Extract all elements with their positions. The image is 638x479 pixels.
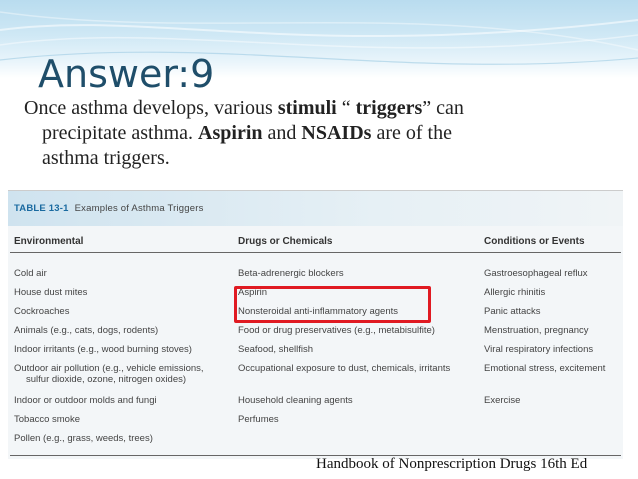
aspirin-nsaids-highlight-box [234,286,431,323]
table-cell: Food or drug preservatives (e.g., metabisulfite) [238,325,435,336]
source-citation: Handbook of Nonprescription Drugs 16th Ed [316,456,588,472]
table-cell: Exercise [484,395,521,406]
table-cell: Indoor or outdoor molds and fungi [14,395,157,406]
table-cell: Panic attacks [484,306,541,317]
table-caption [14,203,204,214]
table-cell: sulfur dioxide, ozone, nitrogen oxides) [26,374,187,385]
answer-line-2: precipitate asthma. Aspirin and NSAIDs are of the [42,122,452,144]
answer-text [24,96,624,171]
table-cell: Outdoor air pollution (e.g., vehicle emissions, [14,363,204,374]
table-cell: Tobacco smoke [14,414,81,425]
table-cell: Menstruation, pregnancy [484,325,589,336]
table-cell: Animals (e.g., cats, dogs, rodents) [14,325,159,336]
table-cell-nsaids: Nonsteroidal anti-inflammatory agents [238,306,398,317]
table-cell: Emotional stress, excitement [484,363,606,374]
table-cell: House dust mites [14,287,88,298]
answer-line-3: asthma triggers. [42,147,170,169]
table-cell: Gastroesophageal reflux [484,268,588,279]
table-cell: Viral respiratory infections [484,344,594,355]
table-cell: Household cleaning agents [238,395,353,406]
column-header-environmental: Environmental [14,236,84,247]
table-cell: Occupational exposure to dust, chemicals, irritants [238,363,451,374]
table-cell: Allergic rhinitis [484,287,546,298]
table-caption-text: Examples of Asthma Triggers [74,203,204,214]
table-caption-bar [8,191,623,226]
table-cell: Indoor irritants (e.g., wood burning stoves) [14,344,192,355]
table-cell: Pollen (e.g., grass, weeds, trees) [14,433,153,444]
table-cell: Cockroaches [14,306,70,317]
table-cell: Seafood, shellfish [238,344,313,355]
table-cell: Cold air [14,268,47,279]
table-cell-aspirin: Aspirin [238,287,268,298]
table-header-rule [10,252,621,253]
column-header-drugs: Drugs or Chemicals [238,236,333,247]
column-header-conditions: Conditions or Events [484,236,585,247]
table-cell: Perfumes [238,414,279,425]
asthma-triggers-table [8,190,623,459]
table-number: TABLE 13-1 [14,203,69,214]
answer-line-1: Once asthma develops, various stimuli “ triggers” can [24,97,464,119]
table-cell: Beta-adrenergic blockers [238,268,344,279]
slide-title: Answer:9 [38,52,215,96]
